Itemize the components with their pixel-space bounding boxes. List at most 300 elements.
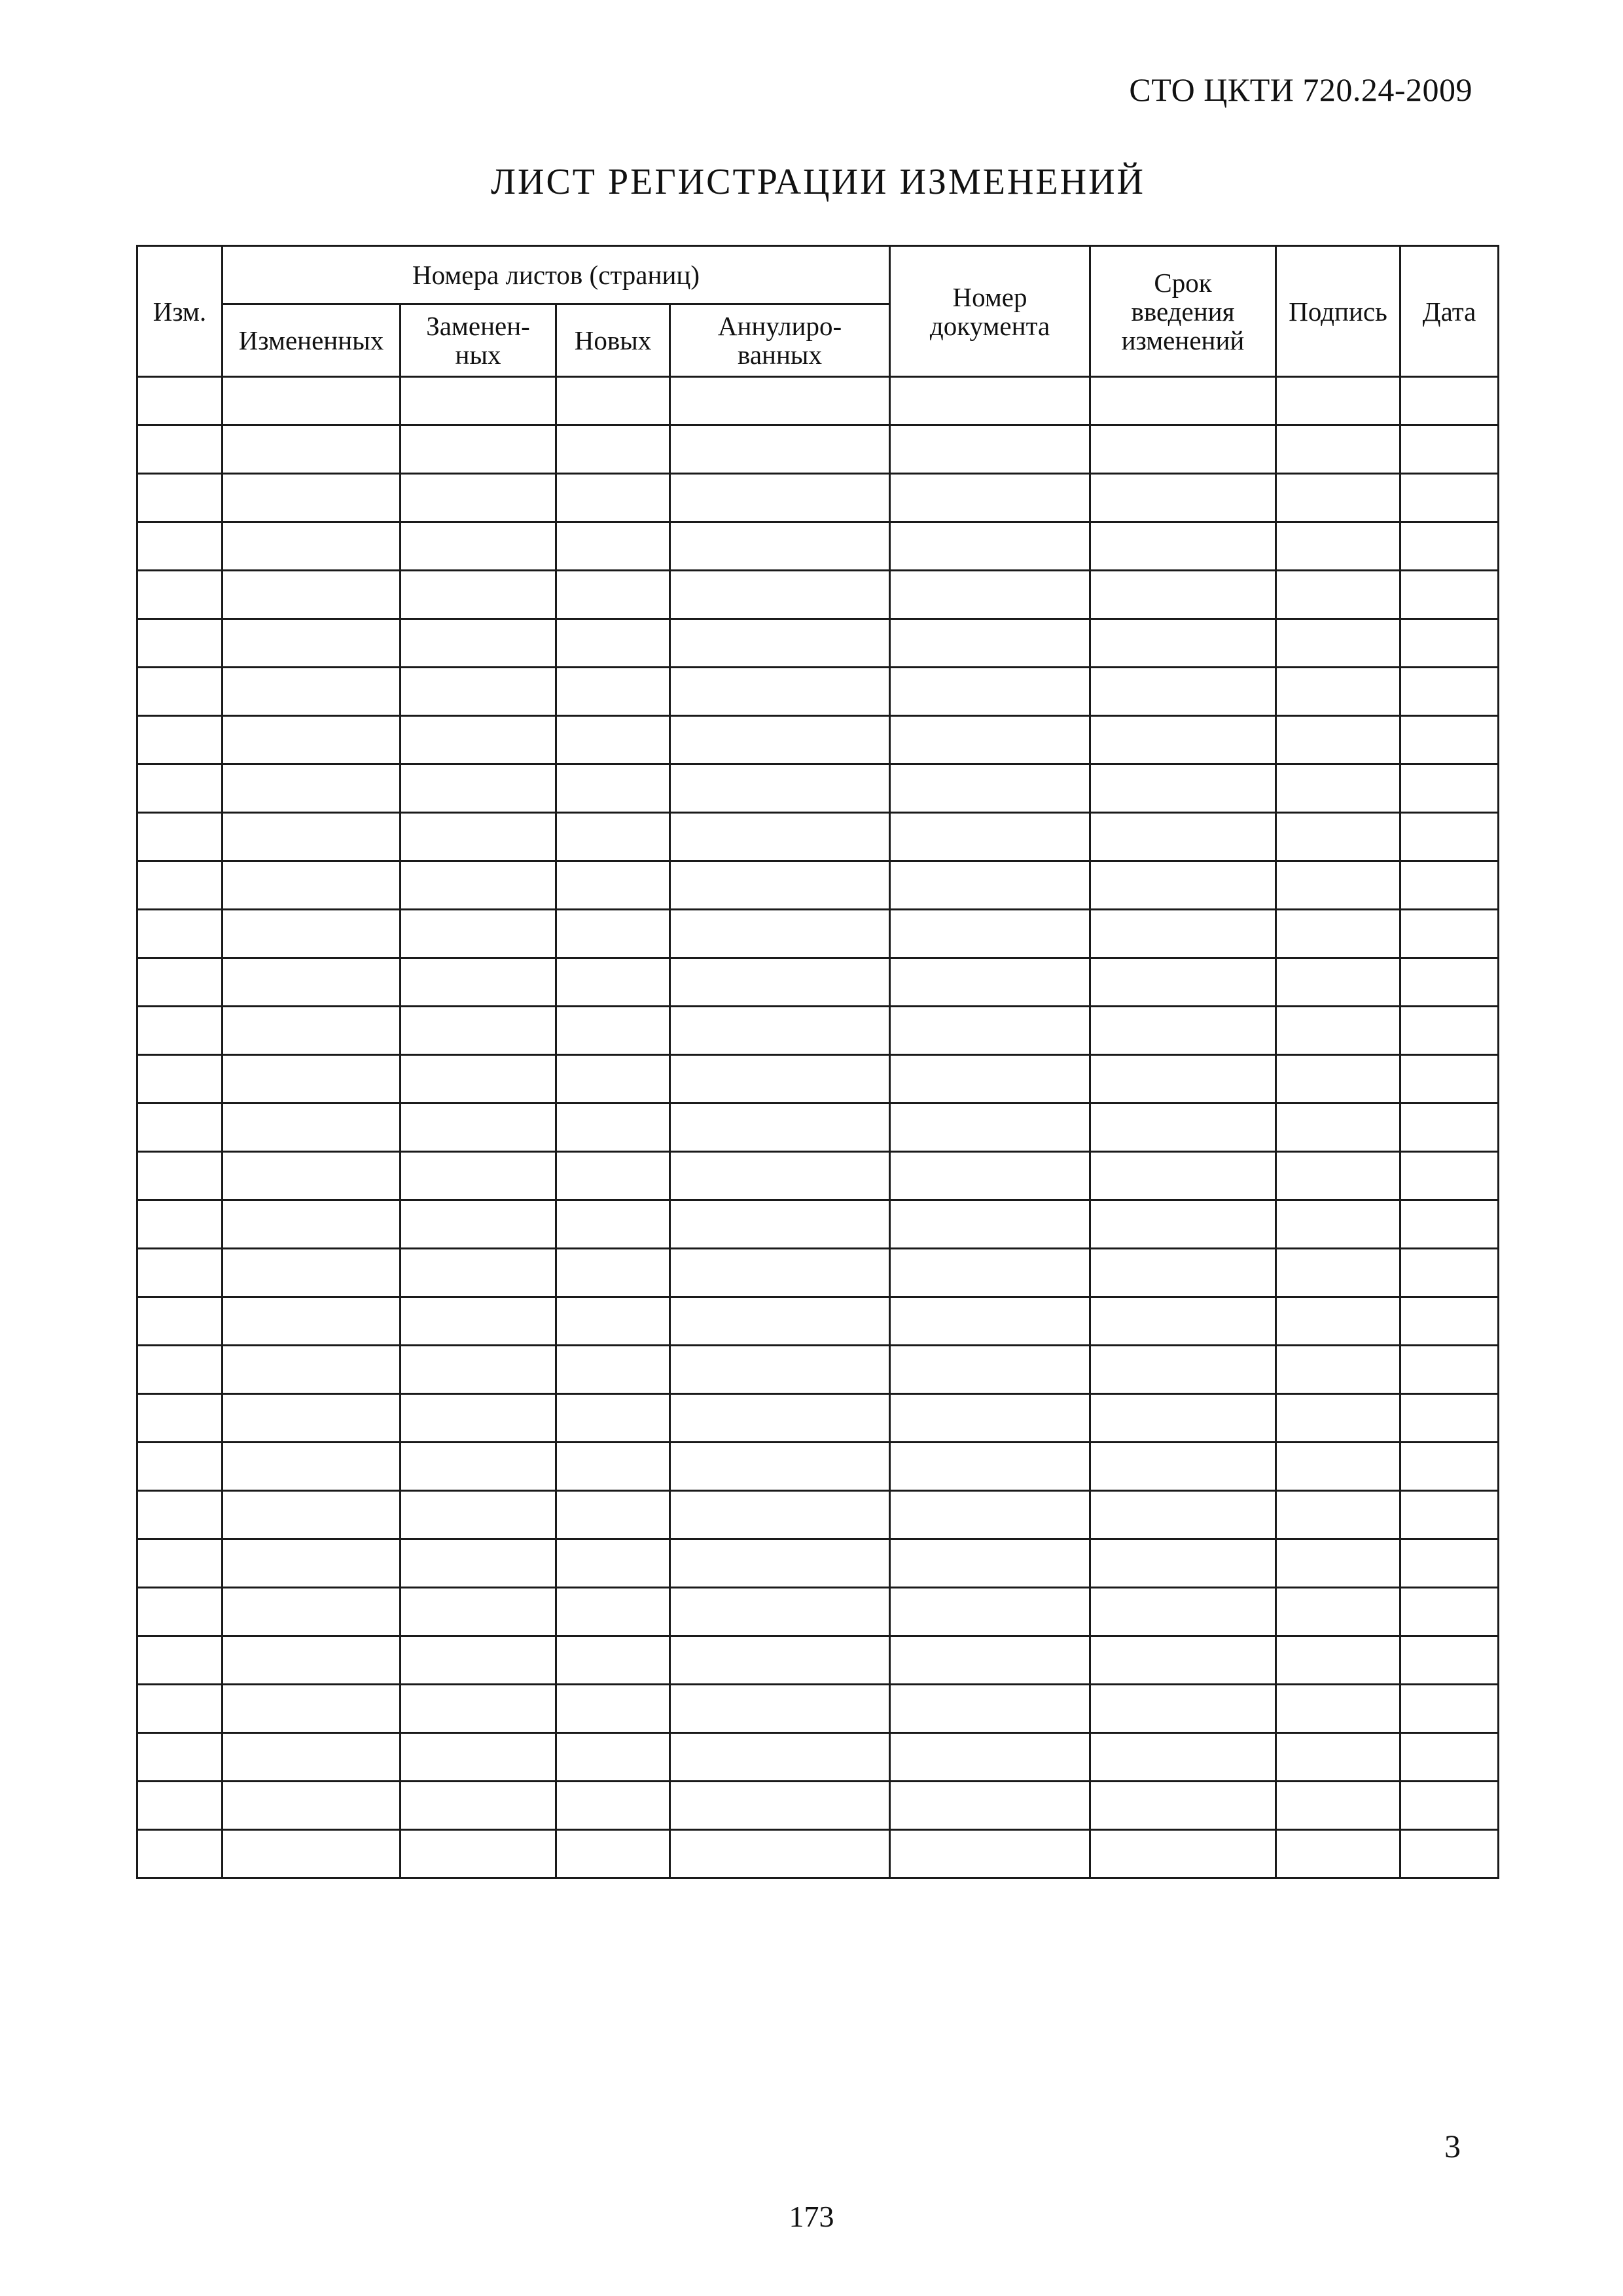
table-cell (137, 813, 223, 861)
table-cell (401, 1733, 556, 1782)
table-cell (670, 958, 890, 1007)
table-cell (137, 474, 223, 522)
table-cell (1276, 1249, 1400, 1297)
table-cell (556, 1685, 670, 1733)
table-row (137, 958, 1499, 1007)
header-izm: Изм. (137, 246, 223, 377)
table-cell (137, 910, 223, 958)
table-cell (1090, 1249, 1276, 1297)
table-cell (1276, 619, 1400, 668)
table-cell (401, 668, 556, 716)
table-cell (556, 1491, 670, 1539)
table-cell (401, 1491, 556, 1539)
table-cell (1090, 1733, 1276, 1782)
table-cell (1090, 1200, 1276, 1249)
table-cell (556, 377, 670, 425)
table-cell (223, 522, 401, 571)
table-cell (137, 1103, 223, 1152)
table-cell (137, 425, 223, 474)
table-cell (556, 1249, 670, 1297)
table-cell (1276, 764, 1400, 813)
table-cell (670, 1491, 890, 1539)
table-cell (223, 1249, 401, 1297)
table-cell (223, 1539, 401, 1588)
table-cell (890, 377, 1090, 425)
table-row (137, 522, 1499, 571)
table-cell (223, 377, 401, 425)
table-cell (1276, 425, 1400, 474)
table-cell (1400, 1539, 1499, 1588)
table-cell (1090, 861, 1276, 910)
table-cell (1090, 668, 1276, 716)
table-cell (556, 1830, 670, 1878)
table-cell (670, 522, 890, 571)
table-cell (223, 1103, 401, 1152)
table-cell (223, 1782, 401, 1830)
table-cell (1090, 425, 1276, 474)
table-cell (1400, 1588, 1499, 1636)
page-number-total: 173 (789, 2200, 834, 2233)
table-cell (890, 1152, 1090, 1200)
table-cell (223, 1200, 401, 1249)
table-row (137, 1297, 1499, 1346)
table-cell (1090, 813, 1276, 861)
table-cell (1400, 619, 1499, 668)
table-row (137, 474, 1499, 522)
table-cell (670, 1782, 890, 1830)
table-cell (890, 425, 1090, 474)
table-cell (223, 1588, 401, 1636)
table-cell (670, 474, 890, 522)
table-cell (556, 1443, 670, 1491)
table-cell (556, 1539, 670, 1588)
table-cell (1276, 1636, 1400, 1685)
table-cell (890, 764, 1090, 813)
table-cell (137, 1346, 223, 1394)
table-cell (1400, 1636, 1499, 1685)
table-cell (1276, 1394, 1400, 1443)
table-cell (890, 1782, 1090, 1830)
table-cell (223, 619, 401, 668)
table-cell (890, 668, 1090, 716)
table-cell (556, 1782, 670, 1830)
table-cell (1090, 716, 1276, 764)
table-cell (890, 522, 1090, 571)
table-cell (670, 377, 890, 425)
table-cell (670, 1636, 890, 1685)
table-row (137, 377, 1499, 425)
table-cell (401, 1394, 556, 1443)
table-cell (223, 474, 401, 522)
table-cell (890, 1443, 1090, 1491)
table-cell (1090, 377, 1276, 425)
table-cell (1090, 1152, 1276, 1200)
header-date: Дата (1400, 246, 1499, 377)
table-cell (1400, 571, 1499, 619)
table-cell (1400, 1491, 1499, 1539)
table-cell (137, 377, 223, 425)
table-cell (1276, 377, 1400, 425)
table-cell (670, 1685, 890, 1733)
sheet-title: ЛИСТ РЕГИСТРАЦИИ ИЗМЕНЕНИЙ (491, 162, 1145, 202)
table-cell (1276, 1491, 1400, 1539)
table-cell (1276, 1297, 1400, 1346)
table-cell (1400, 1152, 1499, 1200)
table-cell (223, 764, 401, 813)
table-cell (137, 716, 223, 764)
table-row (137, 425, 1499, 474)
table-cell (223, 1346, 401, 1394)
table-cell (670, 764, 890, 813)
table-cell (1400, 474, 1499, 522)
table-row (137, 1394, 1499, 1443)
table-cell (890, 910, 1090, 958)
table-cell (401, 1103, 556, 1152)
table-row (137, 1491, 1499, 1539)
table-cell (556, 958, 670, 1007)
table-cell (401, 619, 556, 668)
table-cell (1276, 861, 1400, 910)
table-cell (670, 1152, 890, 1200)
table-cell (223, 1491, 401, 1539)
table-cell (890, 861, 1090, 910)
table-cell (137, 1491, 223, 1539)
table-row (137, 910, 1499, 958)
table-cell (890, 619, 1090, 668)
table-cell (137, 571, 223, 619)
table-cell (1400, 1394, 1499, 1443)
table-cell (1276, 1007, 1400, 1055)
table-cell (890, 1491, 1090, 1539)
table-cell (223, 1055, 401, 1103)
table-row (137, 1200, 1499, 1249)
table-cell (556, 1055, 670, 1103)
table-cell (556, 1200, 670, 1249)
table-row (137, 1443, 1499, 1491)
table-row (137, 1007, 1499, 1055)
table-cell (401, 1443, 556, 1491)
table-cell (223, 1443, 401, 1491)
table-cell (401, 1588, 556, 1636)
table-cell (1400, 716, 1499, 764)
table-cell (401, 425, 556, 474)
table-cell (1276, 813, 1400, 861)
table-cell (137, 1152, 223, 1200)
table-cell (670, 716, 890, 764)
table-cell (1090, 1685, 1276, 1733)
table-cell (890, 571, 1090, 619)
table-cell (670, 1055, 890, 1103)
table-cell (1276, 910, 1400, 958)
table-cell (1276, 1443, 1400, 1491)
page-number-local: 3 (1444, 2128, 1461, 2164)
table-cell (137, 764, 223, 813)
table-cell (1400, 1346, 1499, 1394)
table-cell (556, 619, 670, 668)
table-cell (1276, 1346, 1400, 1394)
table-cell (1090, 1588, 1276, 1636)
table-cell (1276, 1200, 1400, 1249)
table-cell (1090, 619, 1276, 668)
table-cell (1400, 813, 1499, 861)
table-cell (137, 1636, 223, 1685)
table-cell (890, 474, 1090, 522)
table-cell (890, 1733, 1090, 1782)
table-cell (1400, 1733, 1499, 1782)
table-cell (670, 1539, 890, 1588)
table-cell (670, 1249, 890, 1297)
table-row (137, 1685, 1499, 1733)
table-cell (890, 1055, 1090, 1103)
table-cell (137, 1394, 223, 1443)
table-cell (401, 716, 556, 764)
header-replaced: Заменен- ных (401, 304, 556, 377)
table-cell (670, 910, 890, 958)
table-cell (137, 668, 223, 716)
table-cell (401, 910, 556, 958)
table-cell (137, 1443, 223, 1491)
table-cell (556, 764, 670, 813)
table-cell (890, 1685, 1090, 1733)
table-cell (137, 958, 223, 1007)
table-cell (556, 474, 670, 522)
table-cell (556, 813, 670, 861)
table-cell (1400, 1055, 1499, 1103)
table-cell (137, 1685, 223, 1733)
table-cell (670, 1200, 890, 1249)
table-cell (890, 1394, 1090, 1443)
table-cell (556, 1588, 670, 1636)
table-row (137, 1782, 1499, 1830)
table-cell (890, 1346, 1090, 1394)
table-body (137, 377, 1499, 1878)
table-row (137, 1249, 1499, 1297)
table-cell (556, 1394, 670, 1443)
table-cell (401, 764, 556, 813)
table-cell (223, 1733, 401, 1782)
table-cell (1090, 1346, 1276, 1394)
table-cell (670, 425, 890, 474)
table-cell (556, 1636, 670, 1685)
table-row (137, 668, 1499, 716)
table-row (137, 1103, 1499, 1152)
table-cell (401, 571, 556, 619)
table-cell (670, 571, 890, 619)
table-cell (401, 1297, 556, 1346)
table-row (137, 1055, 1499, 1103)
table-cell (1400, 668, 1499, 716)
table-cell (137, 1539, 223, 1588)
table-cell (401, 1636, 556, 1685)
table-cell (1400, 1297, 1499, 1346)
table-cell (1276, 1055, 1400, 1103)
table-row (137, 571, 1499, 619)
table-cell (670, 1103, 890, 1152)
table-cell (556, 861, 670, 910)
table-cell (1400, 1249, 1499, 1297)
table-cell (223, 910, 401, 958)
table-cell (1276, 1733, 1400, 1782)
table-cell (1400, 1200, 1499, 1249)
table-cell (556, 425, 670, 474)
table-cell (401, 1152, 556, 1200)
table-cell (223, 958, 401, 1007)
table-cell (1400, 1830, 1499, 1878)
table-row (137, 1830, 1499, 1878)
table-cell (556, 1733, 670, 1782)
table-cell (890, 1830, 1090, 1878)
table-cell (1400, 764, 1499, 813)
table-cell (401, 813, 556, 861)
table-cell (223, 1152, 401, 1200)
table-cell (1090, 571, 1276, 619)
table-cell (1276, 1782, 1400, 1830)
change-registration-table (136, 245, 1499, 1879)
table-cell (137, 1733, 223, 1782)
table-cell (1400, 1443, 1499, 1491)
table-cell (670, 668, 890, 716)
header-signature: Подпись (1276, 246, 1400, 377)
table-cell (670, 1830, 890, 1878)
table-cell (556, 668, 670, 716)
table-cell (1400, 522, 1499, 571)
table-cell (670, 1007, 890, 1055)
table-row (137, 1588, 1499, 1636)
table-cell (670, 1394, 890, 1443)
table-cell (1276, 716, 1400, 764)
table-cell (137, 1249, 223, 1297)
table-cell (1090, 958, 1276, 1007)
table-cell (137, 1297, 223, 1346)
table-cell (137, 1007, 223, 1055)
table-cell (1276, 668, 1400, 716)
table-cell (401, 474, 556, 522)
table-cell (670, 1346, 890, 1394)
table-cell (670, 861, 890, 910)
header-changed: Измененных (223, 304, 401, 377)
table-cell (1090, 1297, 1276, 1346)
table-cell (223, 1394, 401, 1443)
table-cell (670, 1733, 890, 1782)
table-row (137, 1539, 1499, 1588)
table-cell (223, 861, 401, 910)
table-cell (137, 1200, 223, 1249)
table-cell (137, 619, 223, 668)
table-cell (401, 522, 556, 571)
table-row (137, 861, 1499, 910)
table-cell (890, 1200, 1090, 1249)
table-cell (890, 1539, 1090, 1588)
table-cell (556, 571, 670, 619)
table-cell (223, 571, 401, 619)
table-cell (137, 1055, 223, 1103)
table-cell (401, 1346, 556, 1394)
table-cell (670, 1443, 890, 1491)
table-cell (401, 1830, 556, 1878)
table-cell (556, 716, 670, 764)
table-cell (1400, 958, 1499, 1007)
table-cell (1090, 1103, 1276, 1152)
table-cell (890, 1007, 1090, 1055)
table-cell (137, 1588, 223, 1636)
header-intro-date: Срок введения изменений (1090, 246, 1276, 377)
table-cell (1276, 474, 1400, 522)
table-cell (1400, 1103, 1499, 1152)
table-cell (1276, 1588, 1400, 1636)
header-sheet-numbers: Номера листов (страниц) (223, 246, 890, 304)
table-cell (1090, 1636, 1276, 1685)
table-cell (137, 522, 223, 571)
table-cell (401, 1782, 556, 1830)
table-cell (1276, 1685, 1400, 1733)
table-cell (1090, 764, 1276, 813)
table-cell (1276, 958, 1400, 1007)
table-cell (223, 813, 401, 861)
header-new: Новых (556, 304, 670, 377)
table-cell (401, 1249, 556, 1297)
table-cell (223, 1297, 401, 1346)
table-cell (556, 1103, 670, 1152)
table-cell (223, 1636, 401, 1685)
table-cell (401, 1539, 556, 1588)
table-cell (401, 377, 556, 425)
table-cell (1400, 1685, 1499, 1733)
table-cell (670, 1297, 890, 1346)
table-cell (401, 1685, 556, 1733)
table-cell (137, 1782, 223, 1830)
table-cell (1400, 1782, 1499, 1830)
table-cell (890, 1103, 1090, 1152)
table-row (137, 619, 1499, 668)
table-cell (890, 813, 1090, 861)
table-cell (223, 1007, 401, 1055)
table-cell (1400, 377, 1499, 425)
table-cell (223, 1830, 401, 1878)
table-cell (1090, 522, 1276, 571)
header-doc-number: Номер документа (890, 246, 1090, 377)
table-cell (1400, 425, 1499, 474)
table-cell (137, 861, 223, 910)
table-cell (556, 1297, 670, 1346)
table-cell (401, 861, 556, 910)
table-cell (223, 716, 401, 764)
table-cell (1090, 1539, 1276, 1588)
table-row (137, 1636, 1499, 1685)
header-annulled: Аннулиро- ванных (670, 304, 890, 377)
table-cell (223, 425, 401, 474)
table-cell (670, 619, 890, 668)
table-cell (890, 716, 1090, 764)
document-code: СТО ЦКТИ 720.24-2009 (1129, 71, 1472, 108)
table-cell (890, 1297, 1090, 1346)
table-cell (1090, 1491, 1276, 1539)
table-row (137, 1346, 1499, 1394)
table-cell (556, 910, 670, 958)
table-row (137, 764, 1499, 813)
table-cell (401, 1200, 556, 1249)
table-row (137, 1733, 1499, 1782)
table-row (137, 813, 1499, 861)
table-cell (223, 1685, 401, 1733)
table-cell (670, 1588, 890, 1636)
table-cell (1276, 522, 1400, 571)
table-cell (1276, 1830, 1400, 1878)
table-cell (1090, 1394, 1276, 1443)
table-cell (890, 958, 1090, 1007)
table-cell (401, 958, 556, 1007)
table-cell (401, 1007, 556, 1055)
table-cell (1090, 910, 1276, 958)
